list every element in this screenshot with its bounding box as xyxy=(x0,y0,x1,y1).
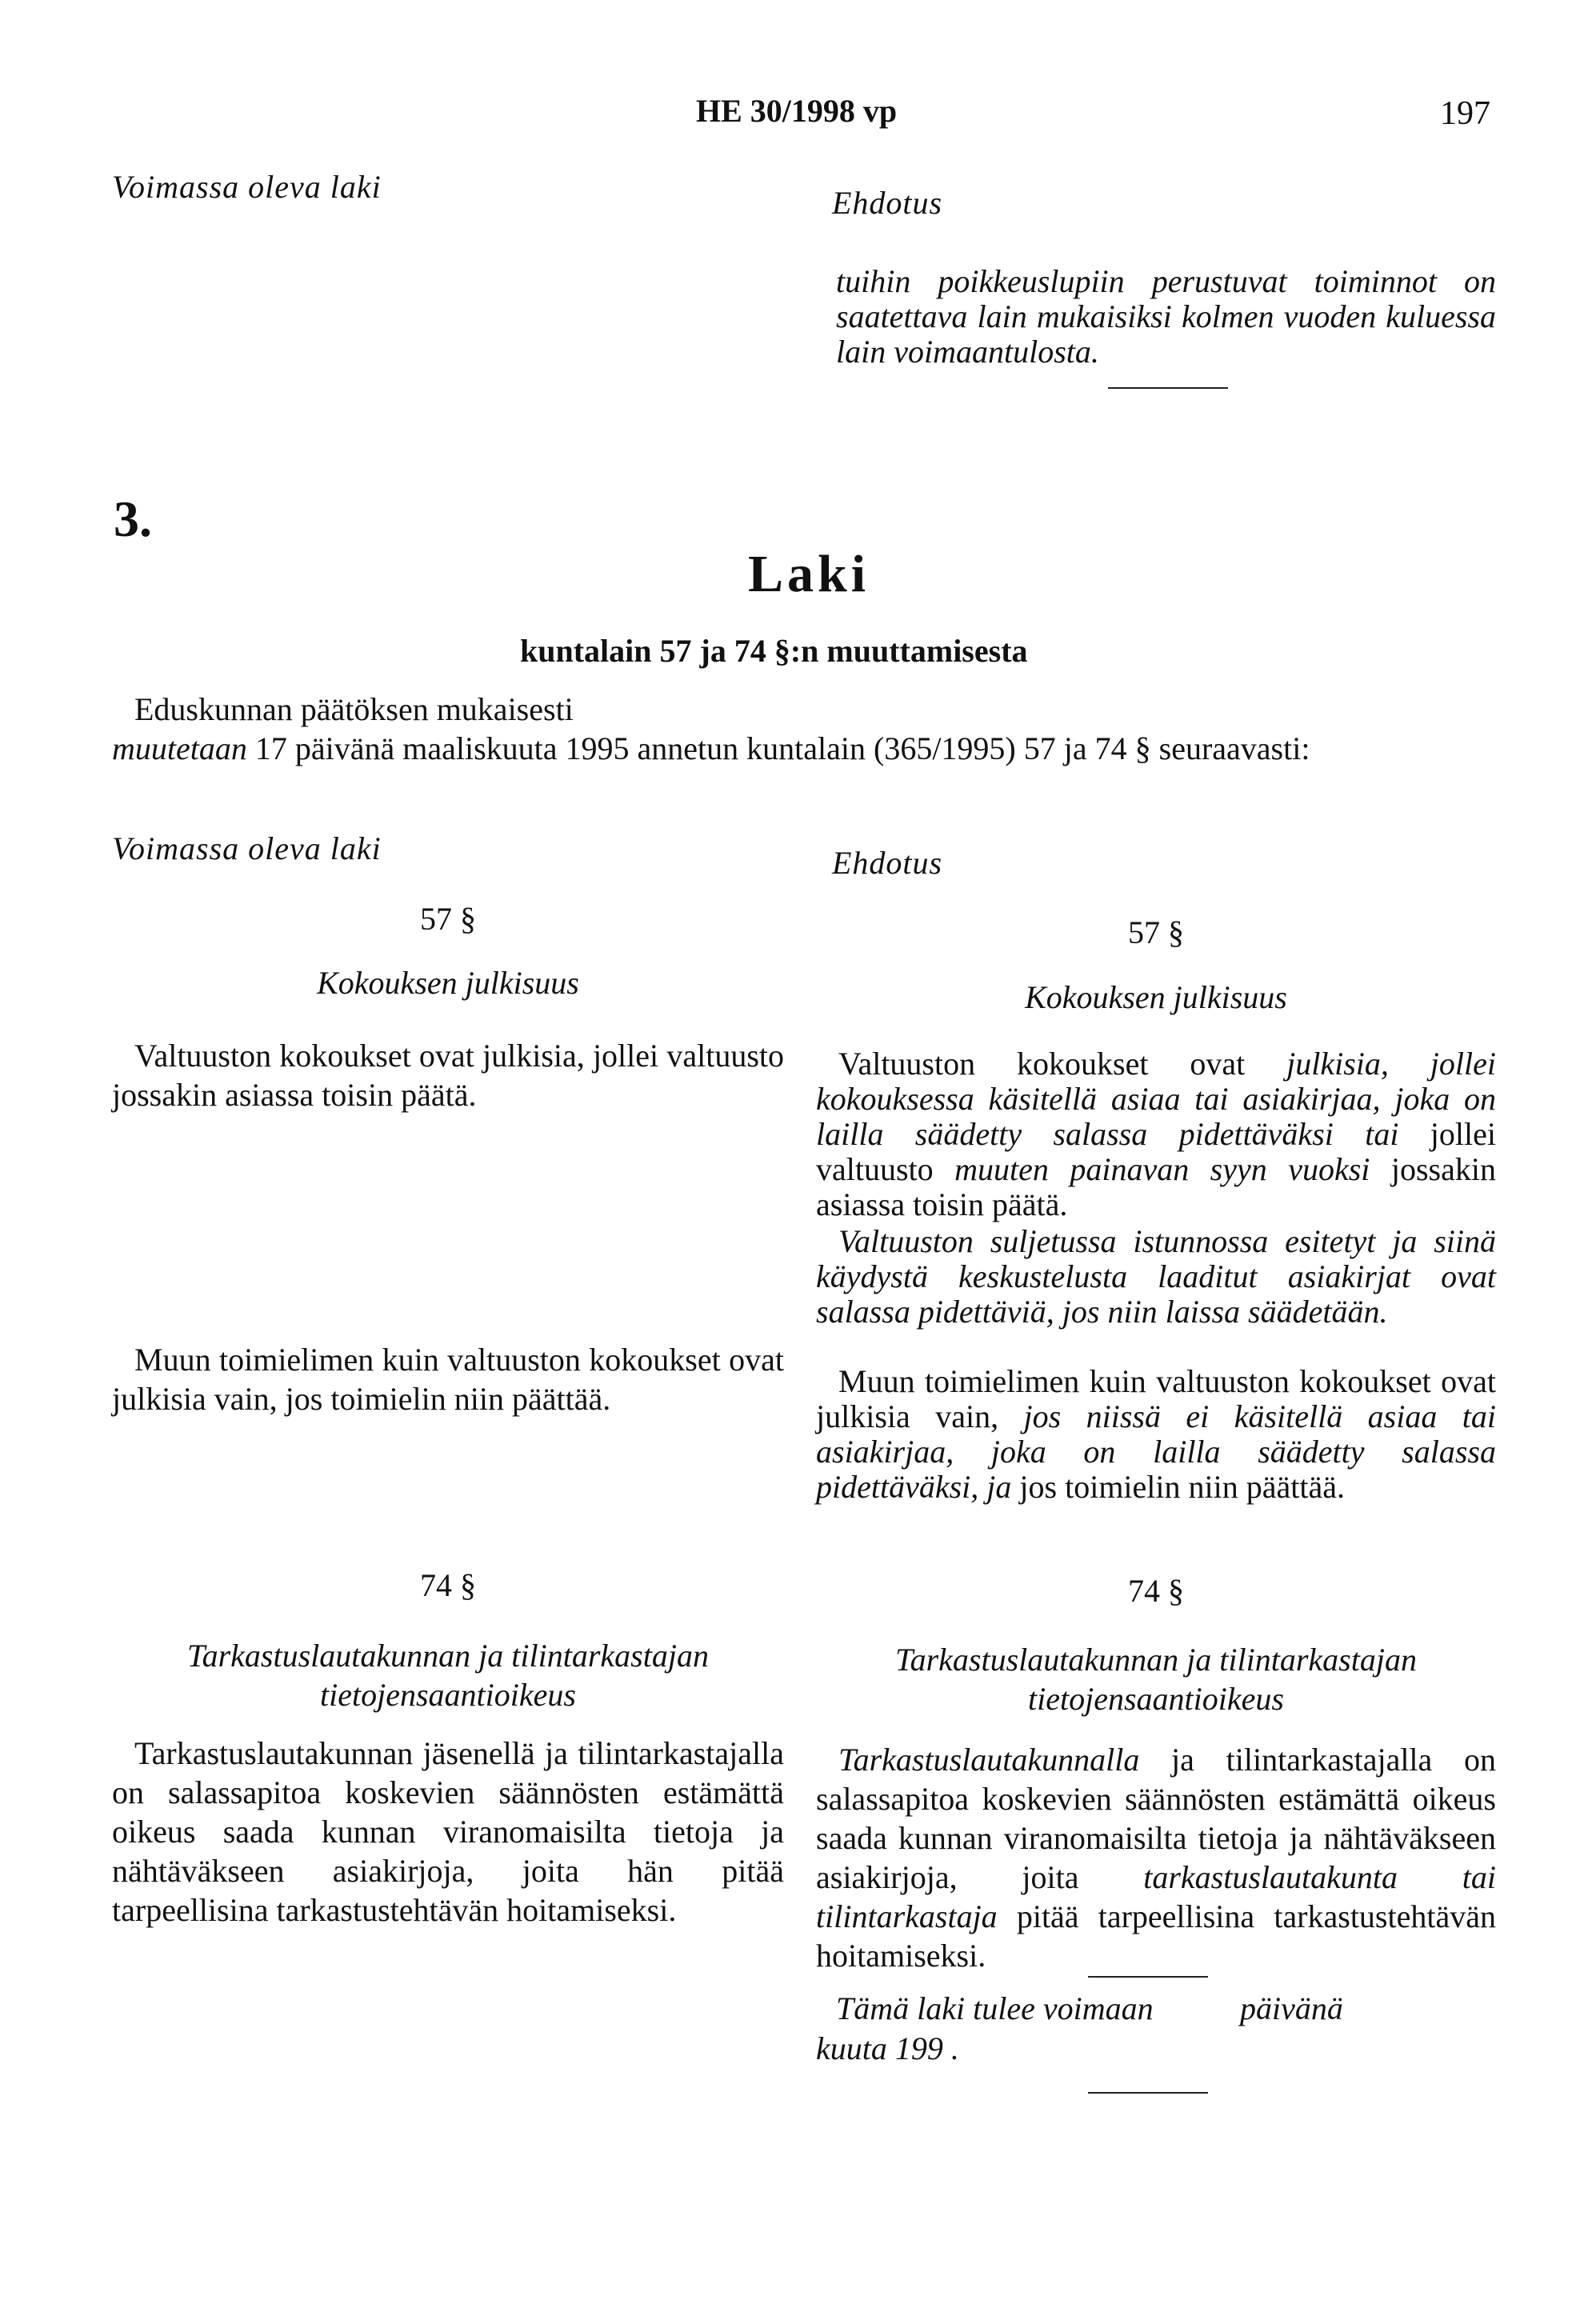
law-title: Laki xyxy=(748,545,870,603)
entry-into-force-a: Tämä laki tulee voimaan xyxy=(836,1990,1154,2026)
right-s57-p1-d: muuten painavan syyn vuoksi xyxy=(954,1151,1370,1187)
law-subtitle: kuntalain 57 ja 74 §:n muuttamisesta xyxy=(520,633,1028,669)
entry-into-force-b: päivänä xyxy=(1240,1990,1343,2026)
right-s57-p3-c: jos toimielin niin päättää. xyxy=(1011,1469,1345,1505)
entry-divider-top xyxy=(1088,1976,1208,1978)
document-id: HE 30/1998 vp xyxy=(696,93,898,129)
left-column-heading: Voimassa oleva laki xyxy=(112,169,382,205)
intro-text: 17 päivänä maaliskuuta 1995 annetun kuntalain (365/1995) 57 ja 74 § seuraavasti: xyxy=(246,730,1310,766)
right-s74-paragraph xyxy=(816,1740,1496,1975)
left-s74-paragraph: Tarkastuslautakunnan jäsenellä ja tilintarkastajalla on salassapitoa koskevien säännösten estämättä oikeus saada kunnan viranomaisilta tietoja ja nähtäväkseen asiakirjoja, joita hän pitää tarpeellisina tarkastustehtävän hoitamiseksi. xyxy=(112,1735,784,1928)
right-s57-paragraph-2: Valtuuston suljetussa istunnossa esitetyt ja siinä käydystä keskustelusta laaditut asiakirjat ovat salassa pidettäviä, jos niin laissa säädetään. xyxy=(816,1223,1496,1330)
page-number: 197 xyxy=(1440,95,1490,132)
left-s57-paragraph-2: Muun toimielimen kuin valtuuston kokoukset ovat julkisia vain, jos toimielin niin päättää. xyxy=(112,1342,784,1417)
entry-divider-bottom xyxy=(1088,2092,1208,2094)
right-s57-p1-a: Valtuuston kokoukset ovat xyxy=(838,1046,1287,1082)
right-column-heading: Ehdotus xyxy=(832,185,943,221)
left-column-heading-2: Voimassa oleva laki xyxy=(112,830,382,866)
section-divider xyxy=(1108,387,1228,389)
right-s57-p1-c: jollei valtuusto xyxy=(816,1116,1496,1187)
right-s57-paragraph-1 xyxy=(816,1046,1496,1222)
right-s57-p3-a: Muun toimielimen kuin valtuuston kokoukset ovat julkisia vain, xyxy=(816,1363,1496,1434)
left-s57-paragraph-1: Valtuuston kokoukset ovat julkisia, jollei valtuusto jossakin asiassa toisin päätä. xyxy=(112,1038,784,1113)
left-section-57-number: 57 § xyxy=(420,901,476,937)
right-s74-p1-c: tarkastuslautakunta tai tilintarkastaja xyxy=(816,1859,1496,1934)
right-section-57-number: 57 § xyxy=(1128,914,1184,950)
left-section-74-title: Tarkastuslautakunnan ja tilintarkastajan tietojensaantioikeus xyxy=(187,1638,709,1713)
right-s57-p1-b: julkisia, jollei kokouksessa käsitellä asiaa tai asiakirjaa, joka on lailla säädetty salassa pidettäväksi tai xyxy=(816,1046,1496,1152)
right-section-74-number: 74 § xyxy=(1128,1573,1184,1609)
right-s74-p1-b: ja tilintarkastajalla on salassapitoa koskevien säännösten estämättä oikeus saada kunnan viranomaisilta tietoja ja nähtäväkseen asiakirjoja, joita xyxy=(816,1742,1496,1895)
right-column-heading-2: Ehdotus xyxy=(832,845,943,881)
intro-italic-word: muutetaan xyxy=(112,730,247,766)
intro-paragraph xyxy=(112,732,1496,766)
right-s57-p3-b: jos niissä ei käsitellä asiaa tai asiakirjaa, joka on lailla säädetty salassa pidettäväksi, ja xyxy=(816,1398,1497,1505)
right-s74-p1-a: Tarkastuslautakunnalla xyxy=(838,1742,1140,1778)
left-section-57-title: Kokouksen julkisuus xyxy=(317,965,579,1001)
carryover-paragraph: tuihin poikkeuslupiin perustuvat toiminnot on saatettava lain mukaisiksi kolmen vuoden kuluessa lain voimaantulosta. xyxy=(836,263,1496,370)
left-section-74-number: 74 § xyxy=(420,1567,476,1603)
right-s57-paragraph-3 xyxy=(816,1364,1496,1505)
right-s74-p1-d: pitää tarpeellisina tarkastustehtävän hoitamiseksi. xyxy=(816,1898,1496,1974)
right-section-74-title: Tarkastuslautakunnan ja tilintarkastajan tietojensaantioikeus xyxy=(895,1642,1417,1717)
entry-into-force-c: kuuta 199 . xyxy=(816,2030,959,2066)
law-number: 3. xyxy=(114,490,152,547)
right-section-57-title: Kokouksen julkisuus xyxy=(1025,979,1287,1015)
right-s57-p1-e: jossakin asiassa toisin päätä. xyxy=(816,1151,1496,1222)
intro-line: Eduskunnan päätöksen mukaisesti xyxy=(134,691,574,727)
